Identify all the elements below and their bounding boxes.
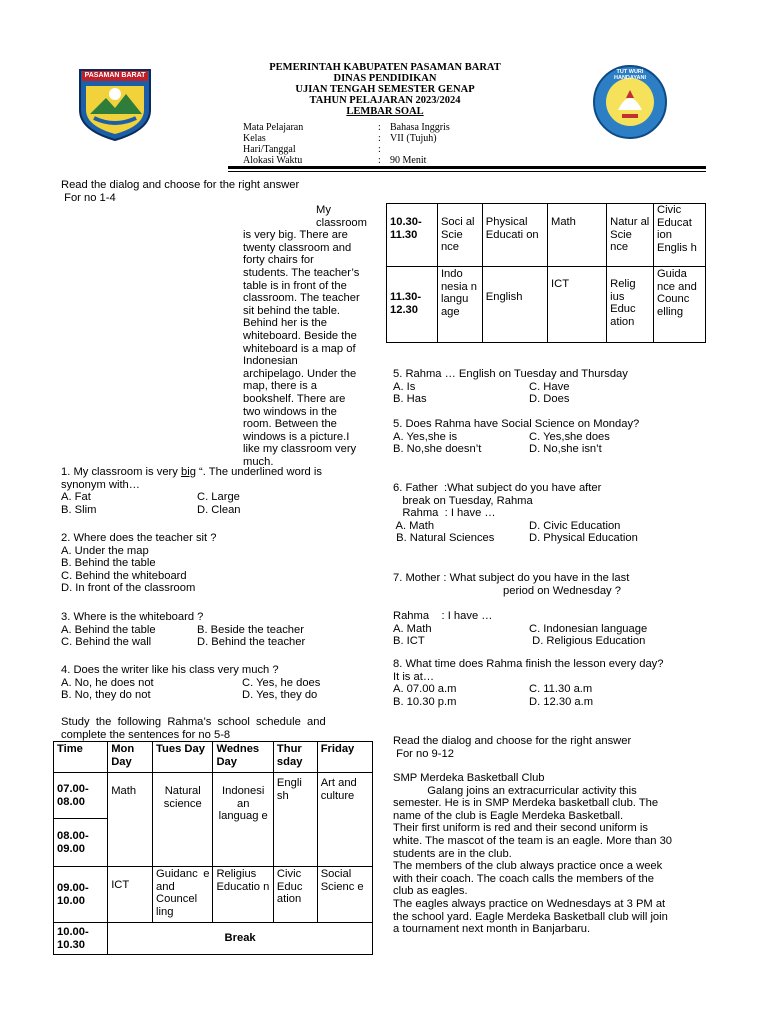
passage-line: name of the club is Eagle Merdeka Basketball. [393, 809, 624, 822]
option-c[interactable]: C. Large [197, 491, 240, 504]
option-b[interactable]: B. Has [393, 393, 427, 406]
option-d[interactable]: D. In front of the classroom [61, 582, 196, 595]
question-4 [61, 664, 381, 702]
question-text: 5. Does Rahma have Social Science on Monday? [393, 418, 640, 430]
option-a[interactable]: A. No, he does not [61, 676, 154, 689]
option-c[interactable]: C. Yes,she does [529, 430, 610, 443]
subject-cell: Indo nesia n langu age [437, 267, 482, 343]
option-a[interactable]: A. Yes,she is [393, 430, 458, 443]
passage-line: archipelago. Under the [243, 367, 357, 380]
passage-line: map, there is a [243, 380, 317, 393]
option-d[interactable]: D. Behind the teacher [197, 636, 306, 649]
instruction-text: Study the following Rahma’s school schedule and [61, 716, 326, 728]
passage-line: a tournament next month in Banjarbaru. [393, 923, 591, 936]
subject-cell: Art and culture [317, 773, 372, 867]
time-cell: 10.00-10.30 [54, 923, 108, 955]
passage-line: whiteboard is a map of [243, 342, 356, 355]
exam-meta: Mata Pelajaran : Bahasa Inggris Kelas : VII (Tujuh) Hari/Tanggal : Alokasi Waktu : 90 Menit [243, 122, 450, 166]
passage-title: SMP Merdeka Basketball Club [393, 772, 545, 784]
passage-line: club as eagles. [393, 885, 468, 898]
option-d[interactable]: D. Civic Education [529, 519, 621, 532]
header-rule-thin [228, 171, 706, 172]
meta-key: Hari/Tanggal [243, 144, 296, 155]
passage-line: windows is a picture.I [243, 430, 350, 443]
subject-cell: Civic Educ ation [273, 867, 317, 923]
question-text: 4. Does the writer like his class very much ? [61, 664, 279, 676]
col-header-friday: Friday [317, 742, 372, 773]
option-d[interactable]: D. Physical Education [529, 532, 638, 545]
passage-line: whiteboard. Beside the [243, 329, 357, 342]
instruction-text: Read the dialog and choose for the right answer [393, 735, 632, 747]
meta-value: 90 Menit [390, 155, 427, 166]
subject-cell: Soci al Scie nce [437, 204, 482, 267]
passage-line: The eagles always practice on Wednesdays at 3 PM at [393, 897, 666, 910]
passage-line: sit behind the table. [243, 304, 341, 317]
subject-cell: Engli sh [273, 773, 317, 867]
option-a[interactable]: A. Behind the table [61, 623, 156, 636]
subject-cell: Math [108, 773, 153, 867]
passage-line: like my classroom very [243, 443, 357, 456]
time-cell: 10.30-11.30 [387, 204, 438, 267]
option-b[interactable]: B. Beside the teacher [197, 623, 304, 636]
header-line-3: UJIAN TENGAH SEMESTER GENAP [295, 84, 475, 95]
question-text: 3. Where is the whiteboard ? [61, 611, 204, 623]
subject-cell: Physical Educati on [482, 204, 547, 267]
subject-cell: Civic Educat ion Englis h [653, 204, 705, 267]
passage-line: classroom. The teacher [243, 292, 360, 305]
subject-cell: Natural science [153, 773, 213, 867]
passage-line: My classroom [316, 204, 367, 229]
time-cell: 09.00-10.00 [54, 867, 108, 923]
passage-line: the school yard. Eagle Merdeka Basketball club will join [393, 910, 668, 923]
option-a[interactable]: A. Under the map [61, 544, 149, 557]
subject-cell: ICT [548, 267, 607, 343]
intro-1-4 [61, 179, 381, 204]
instruction-text: Read the dialog and choose for the right answer [61, 179, 300, 191]
underlined-word: big [180, 466, 196, 478]
schedule-table-part-2 [386, 203, 706, 343]
right-logo-text: TUT WURI HANDAYANI [614, 69, 646, 81]
subject-cell: Guida nce and Counc elling [653, 267, 705, 343]
option-c[interactable]: C. Have [529, 380, 570, 393]
option-a[interactable]: A. Fat [61, 491, 91, 504]
passage-line: Their first uniform is red and their second uniform is [393, 822, 648, 835]
header-line-1: PEMERINTAH KABUPATEN PASAMAN BARAT [269, 62, 501, 73]
basketball-passage [393, 772, 723, 936]
meta-value: VII (Tujuh) [390, 133, 437, 144]
question-5 [393, 368, 713, 406]
option-a[interactable]: A. Math [393, 622, 432, 635]
passage-line: with their coach. The coach calls the members of the [393, 872, 654, 885]
question-1 [61, 466, 381, 516]
subject-cell: English [482, 267, 547, 343]
passage-line: students. The teacher’s [243, 266, 360, 279]
header-rule-thick [228, 166, 706, 169]
col-header-time: Time [54, 742, 108, 773]
option-b[interactable]: B. ICT [393, 635, 425, 648]
subject-cell: Religius Educatio n [213, 867, 273, 923]
passage-line: semester. He is in SMP Merdeka basketball club. The [393, 797, 659, 810]
study-instruction [61, 716, 377, 741]
passage-line: bookshelf. There are [243, 392, 346, 405]
option-d[interactable]: D. No,she isn’t [529, 443, 602, 456]
col-header-wednesday: Wednes Day [213, 742, 273, 773]
question-text: 8. What time does Rahma finish the lesson every day? [393, 658, 664, 670]
header-line-2: DINAS PENDIDIKAN [333, 73, 437, 84]
option-b[interactable]: B. No, they do not [61, 689, 151, 702]
option-c[interactable]: C. Indonesian language [529, 622, 648, 635]
question-text: 5. Rahma … English on Tuesday and Thursday [393, 368, 628, 380]
option-d[interactable]: D. Does [529, 393, 570, 406]
instruction-range: complete the sentences for no 5-8 [61, 728, 231, 741]
classroom-passage [243, 204, 383, 468]
option-a[interactable]: A. 07.00 a.m [393, 683, 457, 696]
option-d[interactable]: D. Clean [197, 503, 241, 516]
question-6 [393, 482, 713, 545]
option-c[interactable]: C. 11.30 a.m [529, 683, 593, 696]
passage-line: much. [243, 455, 274, 468]
question-text: break on Tuesday, Rahma [393, 494, 533, 507]
question-5b [393, 418, 713, 456]
header-line-5: LEMBAR SOAL [346, 106, 424, 117]
question-text: Rahma : I have … [393, 610, 493, 623]
option-a[interactable]: A. Math [393, 519, 435, 532]
time-cell: 11.30-12.30 [387, 267, 438, 343]
subject-cell: Guidanc e and Councel ling [153, 867, 213, 923]
passage-line: two windows in the [243, 405, 337, 418]
option-d[interactable]: D. Religious Education [529, 635, 646, 648]
option-c[interactable]: C. Behind the wall [61, 636, 152, 649]
left-logo-text: PASAMAN BARAT [84, 72, 146, 79]
passage-line: students are in the club. [393, 847, 512, 860]
question-text: It is at… [393, 670, 435, 683]
meta-key: Kelas [243, 133, 266, 144]
question-text: Rahma : I have … [393, 507, 496, 520]
question-text: 1. My classroom is very [61, 466, 181, 478]
passage-line: Behind her is the [243, 317, 327, 330]
meta-key: Mata Pelajaran [243, 122, 304, 133]
subject-cell: Relig ius Educ ation [607, 267, 654, 343]
tut-wuri-handayani-logo [592, 64, 668, 140]
subject-cell: Math [548, 204, 607, 267]
question-text: 6. Father :What subject do you have after [393, 482, 602, 494]
question-3 [61, 611, 381, 649]
passage-line: room. Between the [243, 418, 337, 431]
option-a[interactable]: A. Is [393, 380, 416, 393]
subject-cell: Social Scienc e [317, 867, 372, 923]
question-7 [393, 572, 713, 648]
option-d[interactable]: D. Yes, they do [242, 689, 318, 702]
intro-9-12 [393, 735, 713, 760]
instruction-range: For no 9-12 [393, 747, 454, 760]
question-text: period on Wednesday ? [503, 584, 621, 597]
document-header [200, 62, 570, 117]
passage-line: table is in front of the [243, 279, 347, 292]
option-c[interactable]: C. Yes, he does [242, 676, 321, 689]
subject-cell: ICT [108, 867, 153, 923]
option-b[interactable]: B. Natural Sciences [393, 532, 495, 545]
subject-cell: Natur al Scie nce [607, 204, 654, 267]
col-header-tuesday: Tues Day [153, 742, 213, 773]
question-text: “. The underlined word is [195, 466, 322, 478]
passage-line: twenty classroom and [243, 241, 352, 254]
break-cell: Break [108, 923, 373, 955]
col-header-monday: Mon Day [108, 742, 153, 773]
passage-line: white. The mascot of the team is an eagle. More than 30 [393, 834, 673, 847]
instruction-range: For no 1-4 [61, 191, 116, 204]
option-b[interactable]: B. 10.30 p.m [393, 695, 457, 708]
question-2 [61, 532, 381, 595]
passage-line: The members of the club always practice once a week [393, 860, 663, 873]
subject-cell: Indonesi an languag e [213, 773, 273, 867]
col-header-thursday: Thur sday [273, 742, 317, 773]
meta-key: Alokasi Waktu [243, 155, 303, 166]
passage-line: Indonesian [243, 355, 298, 368]
question-text: 7. Mother : What subject do you have in the last [393, 572, 630, 584]
option-c[interactable]: C. Behind the whiteboard [61, 569, 187, 582]
option-b[interactable]: B. Behind the table [61, 557, 156, 570]
header-line-4: TAHUN PELAJARAN 2023/2024 [309, 95, 461, 106]
question-text: synonym with… [61, 478, 140, 491]
passage-line: forty chairs for [243, 254, 314, 267]
passage-line: Galang joins an extracurricular activity this [393, 784, 637, 797]
option-d[interactable]: D. 12.30 a.m [529, 695, 594, 708]
schedule-table-part-1 [53, 741, 373, 955]
question-text: 2. Where does the teacher sit ? [61, 532, 217, 544]
meta-value: Bahasa Inggris [390, 122, 450, 133]
option-b[interactable]: B. Slim [61, 503, 97, 516]
time-cell: 07.00-08.00 [54, 773, 108, 819]
passage-line: is very big. There are [243, 229, 348, 242]
option-b[interactable]: B. No,she doesn’t [393, 443, 482, 456]
pasaman-barat-logo [76, 64, 154, 142]
time-cell: 08.00-09.00 [54, 819, 108, 867]
question-8 [393, 658, 723, 708]
